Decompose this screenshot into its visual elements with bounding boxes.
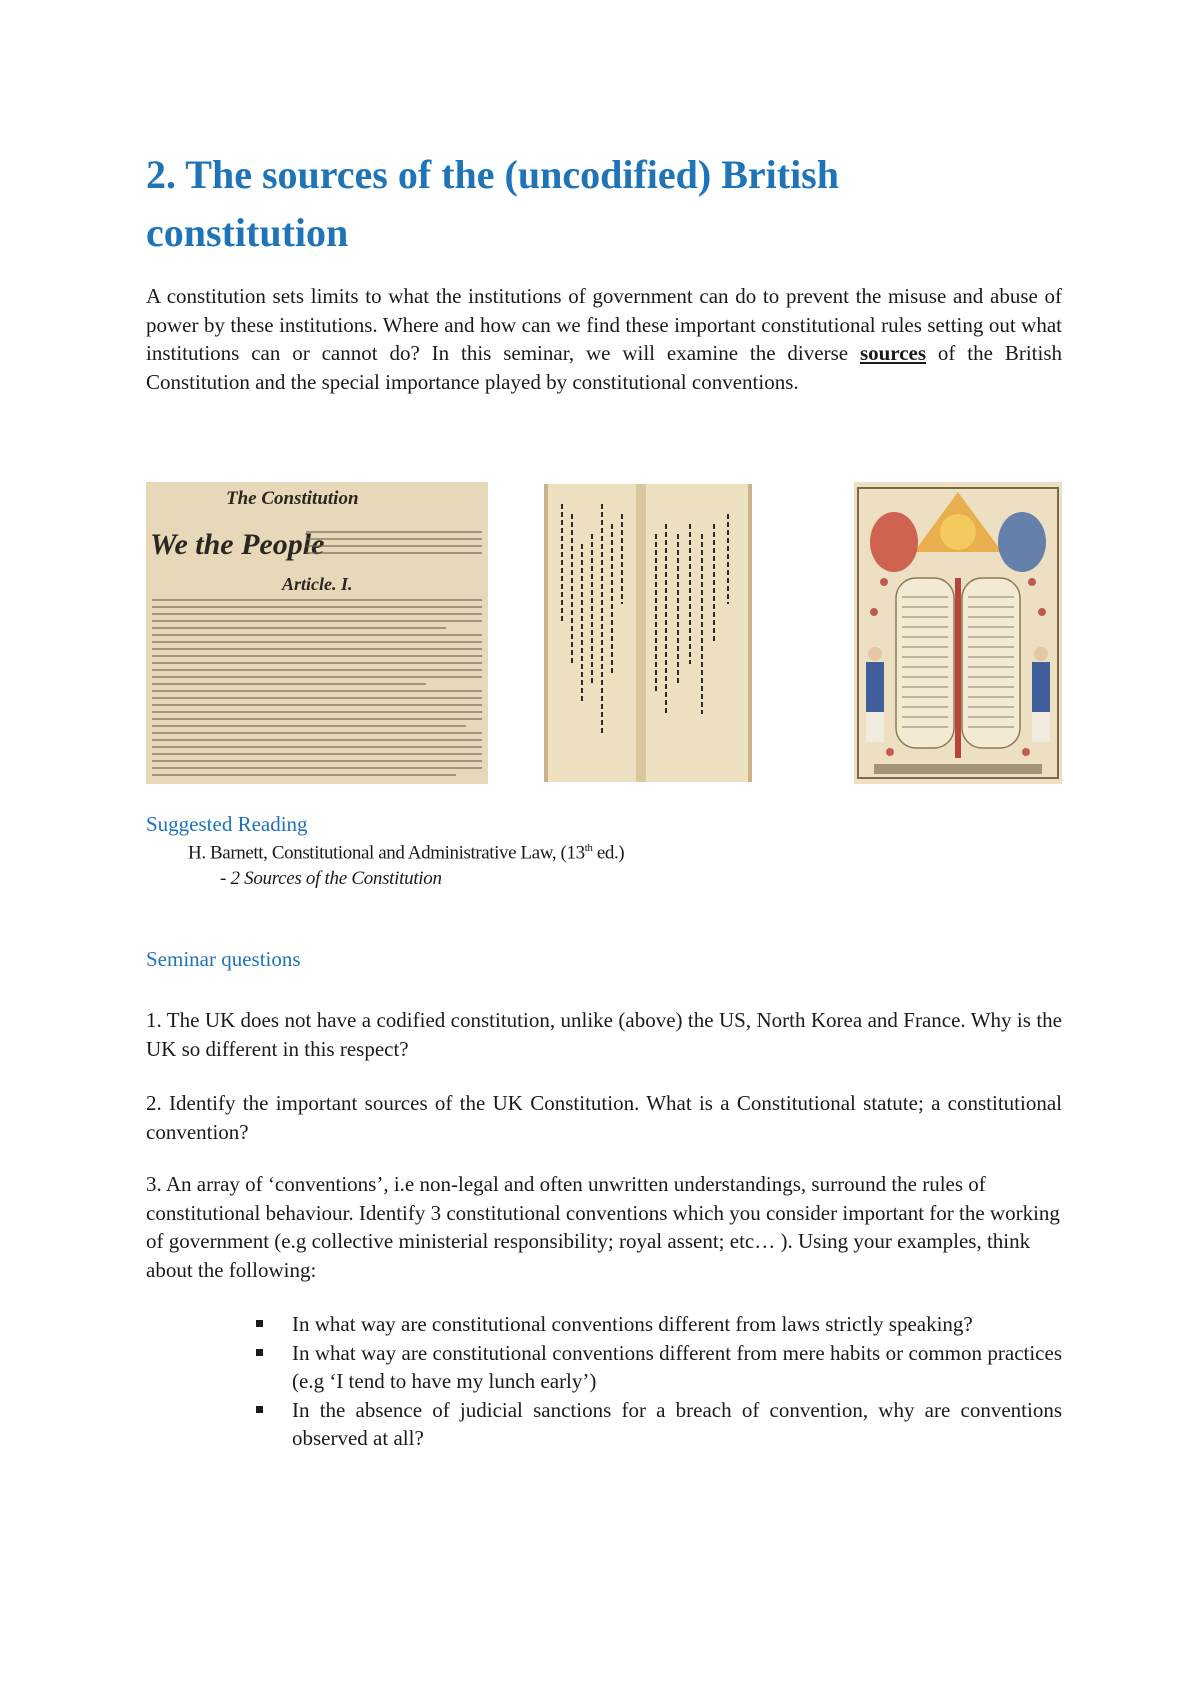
us-constitution-heading: The Constitution xyxy=(226,488,359,509)
sub-point xyxy=(252,1396,1062,1453)
article-one-text: Article. I. xyxy=(282,574,353,594)
sub-point-text: In what way are constitutional conventions different from mere habits or common practices (e.g ‘I tend to have my lunch early’) xyxy=(292,1340,1062,1393)
intro-paragraph xyxy=(146,282,1062,396)
sub-point xyxy=(252,1339,1062,1396)
france-declaration-image xyxy=(854,482,1062,784)
seminar-questions-heading: Seminar questions xyxy=(146,947,301,971)
us-constitution-image xyxy=(146,482,488,784)
reading-chapter: - 2 Sources of the Constitution xyxy=(220,868,442,889)
sub-point xyxy=(252,1310,1062,1339)
sub-point-text: In what way are constitutional conventions different from laws strictly speaking? xyxy=(292,1312,973,1336)
intro-text-end: of the British Constitution and the special importance played by constitutional conventions. xyxy=(146,341,1062,394)
intro-keyword-sources: sources xyxy=(859,341,927,365)
question-1: 1. The UK does not have a codified constitution, unlike (above) the US, North Korea and France. Why is the UK so different in this respect? xyxy=(146,1008,1062,1061)
page-title: 2. The sources of the (uncodified) British constitution xyxy=(146,152,839,255)
square-bullet-icon xyxy=(256,1320,263,1327)
reading-reference-sup: th xyxy=(584,842,593,854)
question-3: 3. An array of ‘conventions’, i.e non-legal and often unwritten understandings, surround the rules of constitutional behaviour. Identify 3 constitutional conventions which you consider important for the working of government (e.g collective ministerial responsibility; royal assent; etc… ). Using your examples, think about the following: xyxy=(146,1172,1060,1282)
question-3-sub-points xyxy=(252,1310,1062,1453)
we-the-people-text: We the People xyxy=(150,528,325,561)
intro-text-start: A constitution sets limits to what the institutions of government can do to prevent the misuse and abuse of power by these institutions. Where and how can we find these important constitutional rules setting out what institutions can or cannot do? In this seminar, we will examine the diverse xyxy=(146,284,1062,365)
reading-reference-text: H. Barnett, Constitutional and Administrative Law, (13 xyxy=(188,842,585,864)
suggested-reading-heading: Suggested Reading xyxy=(146,812,308,836)
square-bullet-icon xyxy=(256,1406,263,1413)
sub-point-text: In the absence of judicial sanctions for a breach of convention, why are conventions observed at all? xyxy=(292,1397,1062,1450)
reading-reference xyxy=(188,842,624,864)
square-bullet-icon xyxy=(256,1349,263,1356)
reading-reference-end: ed.) xyxy=(592,842,625,864)
constitution-images-row xyxy=(146,482,1062,784)
question-2: 2. Identify the important sources of the UK Constitution. What is a Constitutional statute; a constitutional convention? xyxy=(146,1091,1062,1144)
north-korea-constitution-image xyxy=(544,484,752,782)
